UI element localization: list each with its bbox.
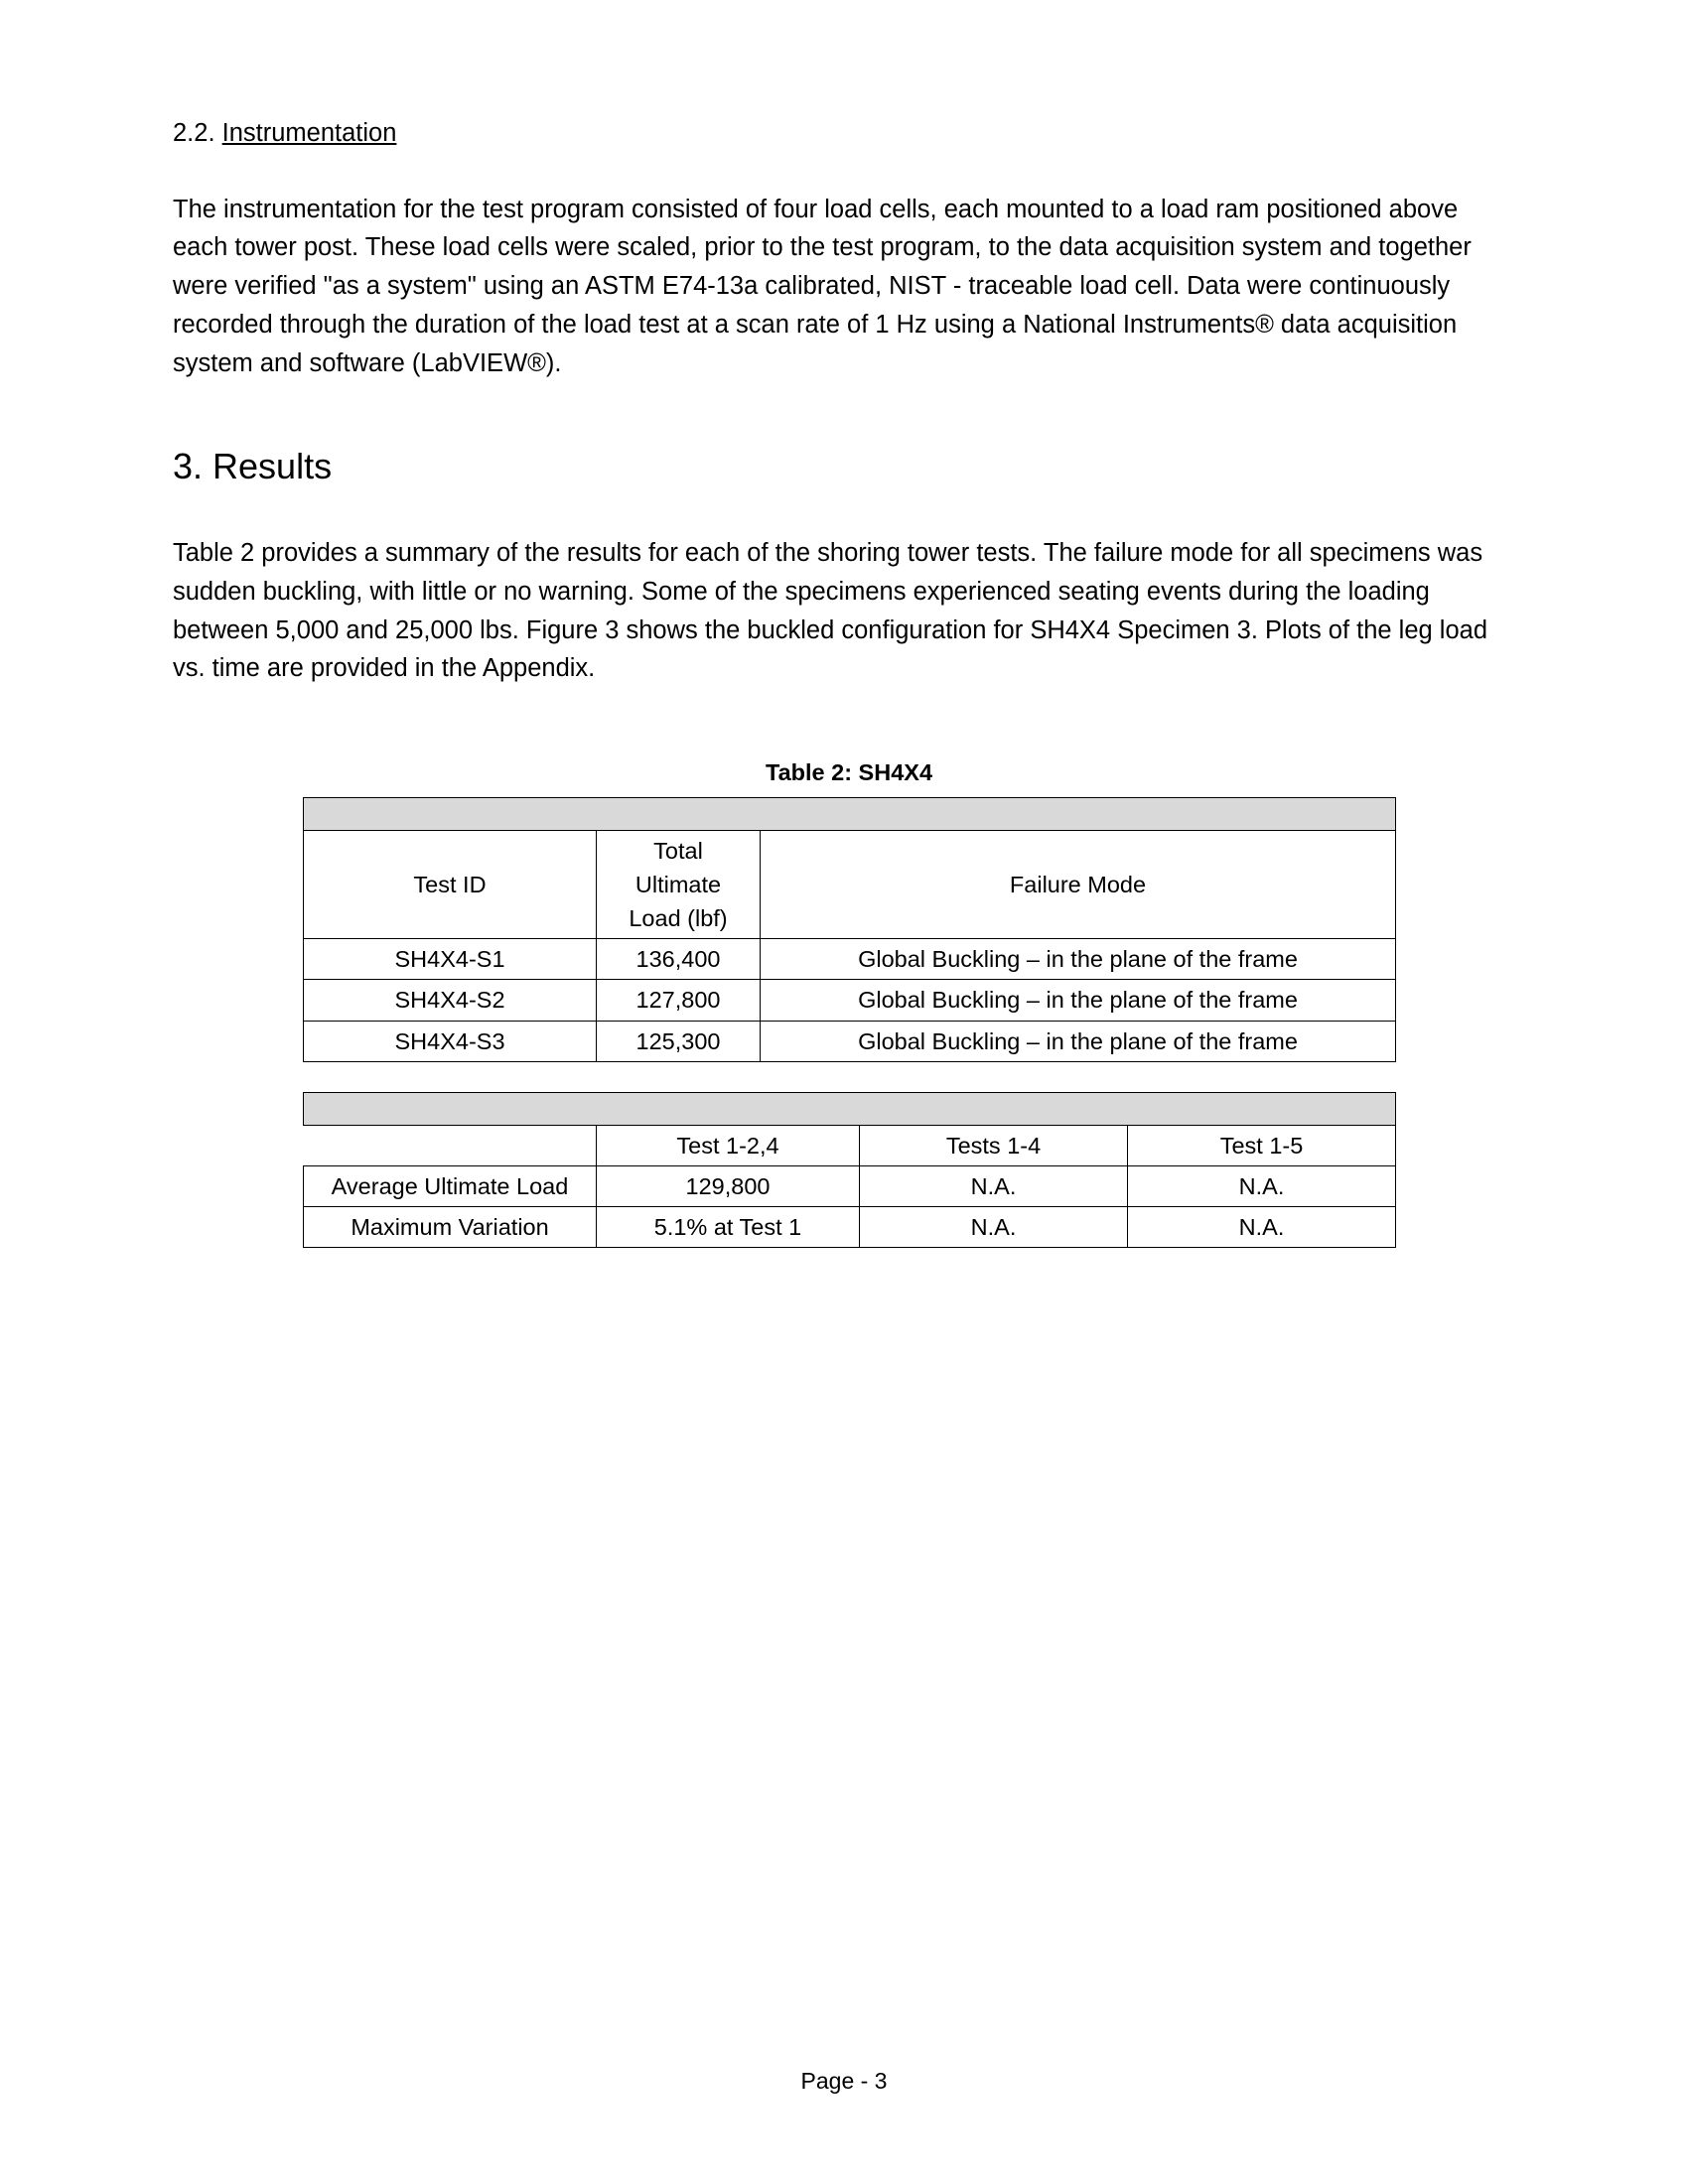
summary-value: N.A. — [860, 1206, 1128, 1247]
section-heading-results: 3. Results — [173, 446, 333, 487]
table-header-row — [304, 831, 1396, 939]
cell-load: 125,300 — [597, 1021, 761, 1061]
cell-failure-mode: Global Buckling – in the plane of the frame — [761, 1021, 1396, 1061]
cell-test-id: SH4X4-S1 — [304, 939, 597, 980]
header-line-2: Ultimate — [634, 872, 722, 898]
summary-value: N.A. — [1128, 1165, 1396, 1206]
table-row — [304, 980, 1396, 1021]
summary-header-tests-1-4: Tests 1-4 — [860, 1125, 1128, 1165]
summary-header-test-1-5: Test 1-5 — [1128, 1125, 1396, 1165]
cell-failure-mode: Global Buckling – in the plane of the frame — [761, 980, 1396, 1021]
table-gap — [303, 1062, 1395, 1092]
table-row — [304, 1021, 1396, 1061]
subsection-title: Instrumentation — [221, 119, 397, 147]
cell-failure-mode: Global Buckling – in the plane of the frame — [761, 939, 1396, 980]
header-failure-mode: Failure Mode — [761, 831, 1396, 939]
subsection-heading — [173, 117, 1518, 151]
header-line-1: Total — [653, 838, 703, 865]
summary-label-maximum-variation: Maximum Variation — [304, 1206, 597, 1247]
table-row — [304, 939, 1396, 980]
cell-load: 127,800 — [597, 980, 761, 1021]
cell-test-id: SH4X4-S2 — [304, 980, 597, 1021]
summary-row — [304, 1165, 1396, 1206]
shade-cell — [304, 1092, 1396, 1125]
header-test-id: Test ID — [304, 831, 597, 939]
page-footer: Page - 3 — [800, 2068, 888, 2094]
summary-label-average-ultimate-load: Average Ultimate Load — [304, 1165, 597, 1206]
header-total-ultimate-load — [597, 831, 761, 939]
page-content — [173, 117, 1518, 1248]
cell-test-id: SH4X4-S3 — [304, 1021, 597, 1061]
paragraph-results: Table 2 provides a summary of the results for each of the shoring tower tests. The failure mode for all specimens was sudden buckling, with little or no warning. Some of the specimens experienced seating events during the loading between 5,000 and 25,000 lbs. Figure 3 shows the buckled configuration for SH4X4 Specimen 3. Plots of the leg load vs. time are provided in the Appendix. — [173, 539, 1488, 683]
spacer — [173, 382, 1518, 444]
summary-value: N.A. — [1128, 1206, 1396, 1247]
summary-header-row — [304, 1125, 1396, 1165]
table-shade-row — [304, 798, 1396, 831]
summary-value: N.A. — [860, 1165, 1128, 1206]
subsection-number: 2.2. — [173, 119, 215, 147]
table-block — [303, 759, 1395, 1248]
summary-header-test-1-2-4: Test 1-2,4 — [597, 1125, 860, 1165]
summary-shade-row — [304, 1092, 1396, 1125]
cell-load: 136,400 — [597, 939, 761, 980]
summary-value: 5.1% at Test 1 — [597, 1206, 860, 1247]
summary-header-blank — [304, 1125, 597, 1165]
shade-cell — [304, 798, 1396, 831]
results-table — [303, 797, 1396, 1061]
paragraph-instrumentation: The instrumentation for the test program consisted of four load cells, each mounted to a load ram positioned above each tower post. These load cells were scaled, prior to the test program, to the data acquisition system and together were verified "as a system" using an ASTM E74-13a calibrated, NIST - traceable load cell. Data were continuously recorded through the duration of the load test at a scan rate of 1 Hz using a National Instruments® data acquisition system and software (LabVIEW®). — [173, 195, 1472, 377]
summary-value: 129,800 — [597, 1165, 860, 1206]
summary-table — [303, 1092, 1396, 1248]
header-line-3: Load (lbf) — [629, 905, 728, 932]
table-caption: Table 2: SH4X4 — [765, 759, 933, 786]
summary-row — [304, 1206, 1396, 1247]
